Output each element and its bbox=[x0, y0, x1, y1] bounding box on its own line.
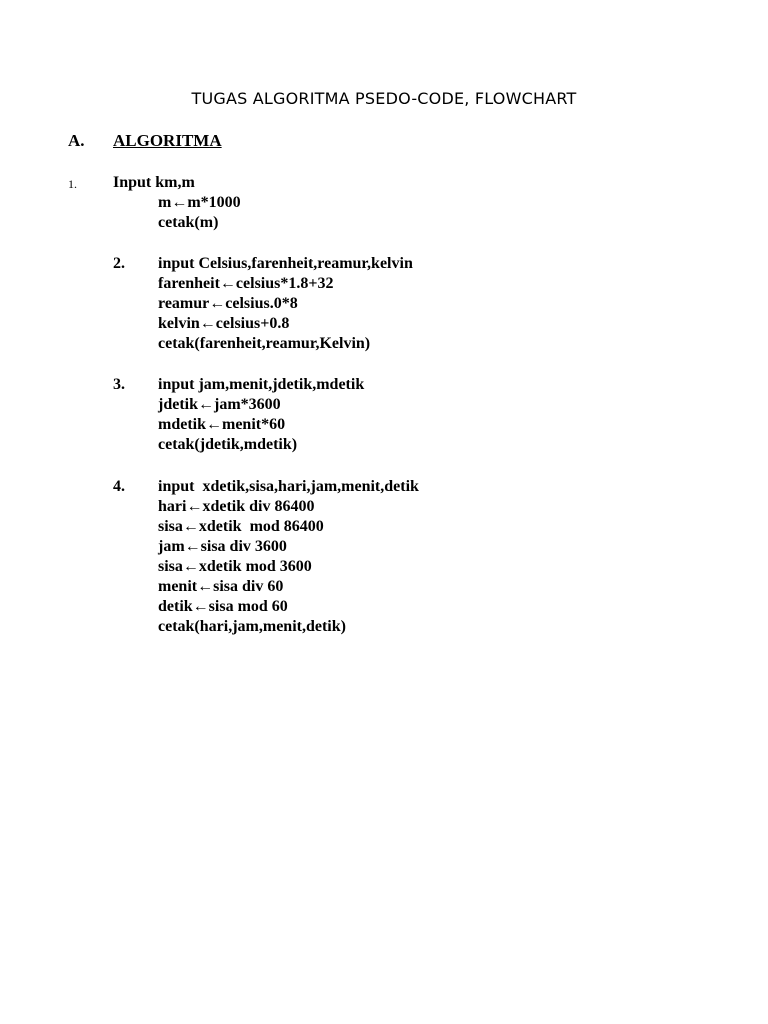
section-letter: A. bbox=[68, 131, 85, 150]
code-line: mdetik←menit*60 bbox=[158, 416, 286, 433]
item-head: Input km,m bbox=[113, 174, 195, 191]
code-line: sisa←xdetik mod 3600 bbox=[158, 558, 312, 575]
code-line: kelvin←celsius+0.8 bbox=[158, 315, 290, 332]
item-head: input Celsius,farenheit,reamur,kelvin bbox=[158, 255, 413, 272]
code-line: hari←xdetik div 86400 bbox=[158, 498, 315, 515]
item-number: 4. bbox=[113, 478, 125, 495]
code-line: farenheit←celsius*1.8+32 bbox=[158, 275, 334, 292]
item-lines bbox=[158, 395, 297, 455]
code-line: menit←sisa div 60 bbox=[158, 578, 284, 595]
section-heading: ALGORITMA bbox=[113, 131, 222, 150]
code-line: detik←sisa mod 60 bbox=[158, 598, 288, 615]
item-head: input xdetik,sisa,hari,jam,menit,detik bbox=[158, 478, 419, 495]
code-line: cetak(hari,jam,menit,detik) bbox=[158, 618, 346, 635]
code-line: cetak(m) bbox=[158, 214, 219, 231]
item-number: 3. bbox=[113, 376, 125, 393]
item-lines bbox=[158, 497, 346, 637]
code-line: cetak(jdetik,mdetik) bbox=[158, 436, 298, 453]
item-head: input jam,menit,jdetik,mdetik bbox=[158, 376, 365, 393]
code-line: cetak(farenheit,reamur,Kelvin) bbox=[158, 335, 371, 352]
code-line: reamur←celsius.0*8 bbox=[158, 295, 298, 312]
item-lines bbox=[158, 274, 370, 354]
code-line: sisa←xdetik mod 86400 bbox=[158, 518, 324, 535]
page-title: TUGAS ALGORITMA PSEDO-CODE, FLOWCHART bbox=[191, 89, 577, 108]
code-line: jdetik←jam*3600 bbox=[158, 396, 281, 413]
code-line: jam←sisa div 3600 bbox=[158, 538, 287, 555]
code-line: m←m*1000 bbox=[158, 194, 241, 211]
item-number: 2. bbox=[113, 255, 125, 272]
item-lines bbox=[158, 193, 241, 233]
item-number: 1. bbox=[68, 177, 77, 191]
